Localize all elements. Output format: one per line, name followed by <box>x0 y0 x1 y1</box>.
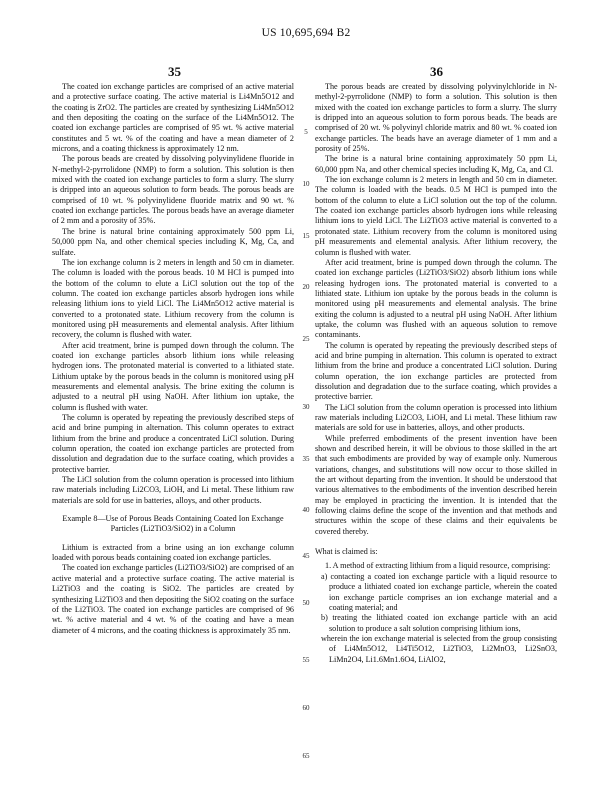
line-number: 35 <box>302 455 310 463</box>
claim-1-step-a: a) contacting a coated ion exchange particle with a liquid resource to produce a lithiated coated ion exchange particle, wherein the coated ion exchange particle comprises an ion exchange material and a coating material; and <box>321 571 557 612</box>
paragraph: The ion exchange column is 2 meters in length and 50 cm in diameter. The column is loaded with the beads. 0.5 M HCl is pumped into the bottom of the column to elute a LiCl solution out the top of the column. The coated ion exchange particles absorb hydrogen ions while releasing lithium ions to yield LiCl. The Li2TiO3 active material is converted to a protonated state. Lithium recovery from the column is monitored using pH measurements and elemental analysis. After lithium recovery, the column is flushed with water. <box>315 175 557 257</box>
claim-1-step-b: b) treating the lithiated coated ion exchange particle with an acid solution to produce a salt solution comprising lithium ions, <box>321 613 557 633</box>
paragraph: The porous beads are created by dissolving polyvinylchloride in N-methyl-2-pyrrolidone (NMP) to form a solution. This solution is then mixed with the coated ion exchange particles to form a slurry. The slurry is dripped into an aqueous solution to form porous beads. The beads are comprised of 20 wt. % polyvinyl chloride matrix and 80 wt. % coated ion exchange particles. The beads have an average diameter of 1 mm and a porosity of 25%. <box>315 82 557 154</box>
paragraph: The column is operated by repeating the previously described steps of acid and brine pumping in alternation. This column is operated to extract lithium from the brine and produce a concentrated LiCl solution. During column operation, the ion exchange particles are protected from dissolution and degradation due to the surface coating, which provides a protective barrier. <box>315 340 557 402</box>
paragraph: The ion exchange column is 2 meters in length and 50 cm in diameter. The column is loaded with the porous beads. 10 M HCl is pumped into the bottom of the column to elute a LiCl solution out the top of the column. The coated ion exchange particles absorb hydrogen ions while releasing lithium ions to yield LiCl. The Li4Mn5O12 active material is converted to a protonated state. Lithium recovery from the column is monitored using pH measurements and elemental analysis. After lithium recovery, the column is flushed with water. <box>52 257 294 340</box>
paragraph: While preferred embodiments of the present invention have been shown and described herein, it will be obvious to those skilled in the art that such embodiments are provided by way of example only. Numerous variations, changes, and substitutions will now occur to those skilled in the art without departing from the invention. It should be understood that various alternatives to the embodiments of the invention described herein may be employed in practicing the invention. It is intended that the following claims define the scope of the invention and that methods and structures within the scope of these claims and their equivalents be covered thereby. <box>315 433 557 536</box>
right-column <box>315 82 557 665</box>
paragraph: The LiCl solution from the column operation is processed into lithium raw materials including Li2CO3, LiOH, and Li metal. These lithium raw materials are sold for use in batteries, alloys, and other products. <box>315 402 557 433</box>
line-number: 30 <box>302 403 310 411</box>
paragraph: The coated ion exchange particles (Li2TiO3/SiO2) are comprised of an active material and a protective surface coating. The active material is Li2TiO3 and the coating is SiO2. The particles are created by synthesizing Li2TiO3 and then depositing the SiO2 coating on the surface of the Li2TiO3. The coated ion exchange particles are comprised of 96 wt. % active material and 4 wt. % of the coating and have a mean diameter of 4 microns, and the coating thickness is approximately 35 nm. <box>52 563 294 635</box>
right-column-number: 36 <box>430 64 443 79</box>
line-number: 60 <box>302 704 310 712</box>
paragraph: The coated ion exchange particles are comprised of an active material and a protective surface coating. The active material is Li4Mn5O12 and the coating is ZrO2. The particles are created by synthesizing Li4Mn5O12 and then depositing the coating on the surface of the Li4Mn5O12. The coated ion exchange particles are comprised of 95 wt. % active material constitutes and 5 wt. % of the coating and have a mean diameter of 2 microns, and a coating thickness is approximately 12 nm. <box>52 82 294 154</box>
example-heading: Example 8—Use of Porous Beads Containing Coated Ion Exchange Particles (Li2TiO3/SiO2) in a Column <box>62 514 284 534</box>
paragraph: The LiCl solution from the column operation is processed into lithium raw materials including Li2CO3, LiOH, and Li metal. These lithium raw materials are sold for use in batteries, alloys, and other products. <box>52 475 294 505</box>
line-number: 10 <box>302 180 310 188</box>
paragraph: The porous beads are created by dissolving polyvinylidene fluoride in N-methyl-2-pyrrolidone (NMP) to form a solution. This solution is then mixed with the coated ion exchange particles to form a slurry. The slurry is dripped into an aqueous solution to form beads. The porous beads are comprised of 10 wt. % polyvinylidene fluoride matrix and 90 wt. % coated ion exchange particles. The porous beads have an average diameter of 2 mm and a porosity of 35%. <box>52 154 294 226</box>
paragraph: Lithium is extracted from a brine using an ion exchange column loaded with porous beads containing coated ion exchange particles. <box>52 542 294 563</box>
line-number: 20 <box>302 283 310 291</box>
line-number: 40 <box>302 506 310 514</box>
paragraph: After acid treatment, brine is pumped down through the column. The coated ion exchange particles absorb lithium ions while releasing hydrogen ions. The protonated material is converted to a lithiated state. Lithium uptake by the porous beads in the column is monitored using pH measurements and elemental analysis. The brine exiting the column is adjusted to a neutral pH using NaOH. After lithium ion uptake, the column is flushed with water. <box>52 340 294 412</box>
paragraph: After acid treatment, brine is pumped down through the column. The coated ion exchange particles (Li2TiO3/SiO2) absorb lithium ions while releasing hydrogen ions. The protonated material is converted to a lithiated state. Lithium ion uptake by the porous beads in the column is monitored using pH measurements and elemental analysis. The brine exiting the column is adjusted to a neutral pH using NaOH. After lithium uptake, the column was flushed with an aqueous solution to remove contaminants. <box>315 257 557 340</box>
left-column <box>52 82 294 636</box>
left-column-number: 35 <box>168 64 181 79</box>
line-number: 55 <box>302 656 310 664</box>
paragraph: The column is operated by repeating the previously described steps of acid and brine pumping in alternation. This column operates to extract lithium from the brine and produce a concentrated LiCl solution. During column operation, the coated ion exchange particles are protected from dissolution and degradation due to the surface coating, which provides a protective barrier. <box>52 413 294 474</box>
claims-intro: What is claimed is: <box>315 547 378 557</box>
patent-number: US 10,695,694 B2 <box>261 27 351 39</box>
line-number: 5 <box>304 128 308 136</box>
claim-1-wherein: wherein the ion exchange material is selected from the group consisting of Li4Mn5O12, Li4Ti5O12, Li2TiO3, Li2MnO3, Li2SnO3, LiMn2O4, Li1.6Mn1.6O4, LiAlO2, <box>321 633 557 664</box>
line-number: 45 <box>302 552 310 560</box>
paragraph: The brine is natural brine containing approximately 500 ppm Li, 50,000 ppm Na, and other chemical species including K, Mg, Ca, and sulfate. <box>52 226 294 257</box>
claim-1: 1. A method of extracting lithium from a liquid resource, comprising: <box>325 561 551 571</box>
line-number: 65 <box>302 752 310 760</box>
line-number: 50 <box>302 599 310 607</box>
line-number: 25 <box>302 335 310 343</box>
paragraph: The brine is a natural brine containing approximately 50 ppm Li, 60,000 ppm Na, and other chemical species including K, Mg, Ca, and Cl. <box>315 154 557 174</box>
line-number: 15 <box>302 232 310 240</box>
